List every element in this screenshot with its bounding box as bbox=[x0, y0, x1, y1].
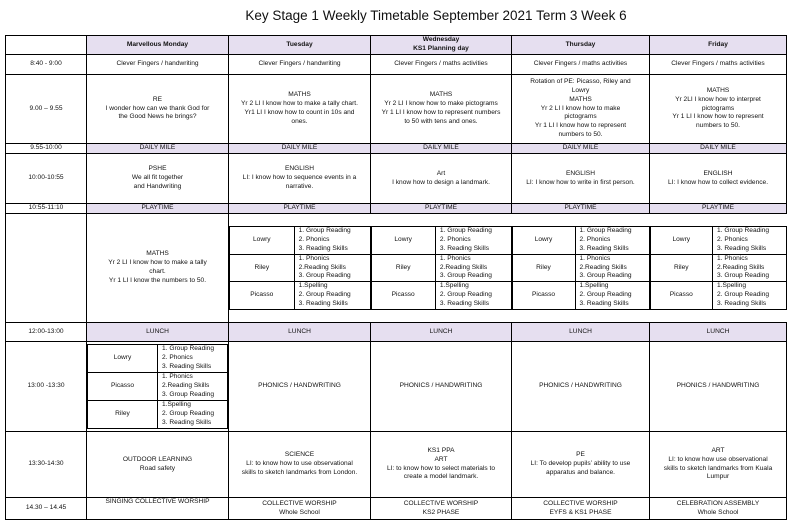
groups-table bbox=[650, 226, 787, 310]
lesson-line: ART bbox=[711, 446, 725, 454]
groups-table bbox=[229, 226, 371, 310]
lesson-cell bbox=[229, 154, 371, 204]
lesson-line: skills to sketch landmarks from Kuala bbox=[663, 464, 773, 472]
group-activities: 1. Phonics 2.Reading Skills 3. Group Reading bbox=[575, 254, 649, 282]
time-cell: 9.55-10:00 bbox=[6, 144, 87, 154]
lesson-cell bbox=[229, 498, 371, 520]
lesson-line: COLLECTIVE WORSHIP bbox=[262, 499, 337, 507]
daily-mile-cell: DAILY MILE bbox=[87, 144, 229, 154]
lesson-line: EYFS & KS1 PHASE bbox=[549, 508, 612, 516]
lesson-line: Yr 1 LI I know how to represent bbox=[672, 113, 764, 121]
lesson-line: CELEBRATION ASSEMBLY bbox=[676, 499, 760, 507]
time-cell: 10:00-10:55 bbox=[6, 154, 87, 204]
lesson-line: MATHS bbox=[706, 86, 730, 94]
group-name: Lowry bbox=[371, 226, 435, 254]
lesson-line: chart. bbox=[149, 268, 166, 275]
lesson-line: MATHS bbox=[569, 95, 592, 103]
lesson-cell: Clever Fingers / maths activities bbox=[650, 55, 787, 75]
lesson-line: LI: To develop pupils’ ability to use bbox=[530, 460, 631, 468]
lesson-line: LI: to know how to select materials to bbox=[386, 464, 496, 472]
group-name: Lowry bbox=[512, 226, 575, 254]
lesson-cell: PHONICS / HANDWRITING bbox=[650, 342, 787, 432]
lesson-cell: PHONICS / HANDWRITING bbox=[512, 342, 650, 432]
lesson-line: I know how to design a landmark. bbox=[392, 178, 490, 186]
group-activities: 1. Group Reading 2. Phonics 3. Reading Skills bbox=[294, 226, 370, 254]
row-1300 bbox=[6, 342, 787, 432]
lesson-line: create a model landmark. bbox=[403, 473, 479, 481]
lesson-line: KS1 PPA bbox=[427, 446, 455, 454]
lesson-line: Rotation of PE: Picasso, Riley and bbox=[530, 77, 631, 85]
daily-mile-cell: DAILY MILE bbox=[512, 144, 650, 154]
lesson-line: COLLECTIVE WORSHIP bbox=[543, 499, 618, 507]
group-name: Riley bbox=[371, 254, 435, 282]
group-activities: 1.Spelling 2. Group Reading 3. Reading Skills bbox=[158, 400, 228, 428]
lesson-cell bbox=[371, 154, 512, 204]
lesson-line: Yr 1 LI I know the numbers to 50. bbox=[108, 276, 207, 284]
lesson-line: PE bbox=[576, 451, 585, 459]
groups-table bbox=[87, 344, 228, 428]
day-thursday: Thursday bbox=[512, 36, 650, 55]
lesson-line: Lumpur bbox=[706, 473, 730, 481]
lesson-line: LI: I know how to write in first person. bbox=[526, 178, 635, 186]
row-playtime bbox=[6, 204, 787, 214]
lesson-cell bbox=[512, 432, 650, 498]
lesson-line: narrative. bbox=[285, 182, 314, 190]
group-activities: 1.Spelling 2. Group Reading 3. Reading Skills bbox=[294, 282, 370, 310]
groups-cell bbox=[650, 214, 787, 323]
lesson-line: pictograms bbox=[564, 113, 597, 121]
time-cell: 8:40 - 9:00 bbox=[6, 55, 87, 75]
lunch-cell: LUNCH bbox=[650, 323, 787, 342]
group-name: Lowry bbox=[88, 345, 158, 373]
daily-mile-cell: DAILY MILE bbox=[650, 144, 787, 154]
lesson-cell bbox=[512, 498, 650, 520]
day-monday: Marvellous Monday bbox=[87, 36, 229, 55]
group-activities: 1. Group Reading 2. Phonics 3. Reading Skills bbox=[435, 226, 511, 254]
group-name: Riley bbox=[512, 254, 575, 282]
lesson-line: I wonder how can we thank God for bbox=[105, 104, 210, 112]
lesson-cell bbox=[87, 432, 229, 498]
playtime-cell: PLAYTIME bbox=[229, 204, 371, 214]
group-name: Riley bbox=[230, 254, 295, 282]
lesson-line: Whole School bbox=[697, 508, 739, 516]
lesson-line: ENGLISH bbox=[566, 169, 595, 177]
lesson-cell bbox=[87, 154, 229, 204]
lesson-line: ENGLISH bbox=[703, 169, 733, 177]
lesson-line: LI: to know how to use observational bbox=[246, 460, 353, 468]
time-cell: 9.00 – 9.55 bbox=[6, 75, 87, 144]
groups-table bbox=[512, 226, 650, 310]
lesson-cell bbox=[371, 498, 512, 520]
groups-table bbox=[371, 226, 512, 310]
group-activities: 1.Spelling 2. Group Reading 3. Reading Skills bbox=[713, 282, 786, 310]
lesson-cell bbox=[650, 498, 787, 520]
time-cell: 13:00 -13:30 bbox=[6, 342, 87, 432]
groups-cell bbox=[229, 214, 371, 323]
lesson-cell bbox=[650, 154, 787, 204]
lesson-line: Yr 2 LI I know how to make pictograms bbox=[384, 100, 498, 108]
lesson-line: ENGLISH bbox=[285, 165, 314, 173]
group-name: Picasso bbox=[650, 282, 713, 310]
lesson-line: the Good News he brings? bbox=[118, 113, 197, 121]
row-900 bbox=[6, 75, 787, 144]
time-cell: 14.30 – 14.45 bbox=[6, 498, 87, 520]
header-row bbox=[6, 36, 787, 55]
lesson-line: MATHS bbox=[429, 91, 453, 99]
lesson-cell bbox=[371, 75, 512, 144]
lesson-line: and Handwriting bbox=[133, 182, 182, 190]
lesson-line: OUTDOOR LEARNING bbox=[122, 455, 193, 463]
lunch-cell: LUNCH bbox=[229, 323, 371, 342]
group-activities: 1.Spelling 2. Group Reading 3. Reading Skills bbox=[435, 282, 511, 310]
day-wednesday: Wednesday KS1 Planning day bbox=[371, 36, 512, 55]
groups-cell bbox=[87, 342, 229, 432]
lesson-line: Yr 2 LI I know how to make a tally chart. bbox=[241, 100, 358, 108]
lesson-line: We all fit together bbox=[131, 174, 184, 182]
lesson-line: numbers to 50. bbox=[696, 122, 740, 130]
lesson-line: Yr 1 LI I know how to represent numbers bbox=[381, 109, 501, 116]
lesson-cell bbox=[229, 432, 371, 498]
lesson-line: ones. bbox=[291, 117, 308, 125]
timetable-table bbox=[5, 35, 787, 520]
lesson-cell: PHONICS / HANDWRITING bbox=[229, 342, 371, 432]
lesson-cell bbox=[229, 75, 371, 144]
lesson-line: Yr 2 LI I know how to make bbox=[540, 104, 621, 112]
row-groups-am bbox=[6, 214, 787, 323]
lesson-cell: PHONICS / HANDWRITING bbox=[371, 342, 512, 432]
group-name: Picasso bbox=[371, 282, 435, 310]
lesson-line: PSHE bbox=[148, 165, 167, 173]
group-name: Picasso bbox=[88, 373, 158, 401]
group-name: Riley bbox=[650, 254, 713, 282]
lesson-line: to 50 with tens and ones. bbox=[404, 117, 478, 125]
lesson-line: ART bbox=[434, 455, 448, 463]
lesson-cell bbox=[87, 498, 229, 520]
lesson-line: KS2 PHASE bbox=[422, 508, 460, 516]
time-cell: 13:30-14:30 bbox=[6, 432, 87, 498]
lesson-cell: Clever Fingers / maths activities bbox=[512, 55, 650, 75]
group-activities: 1. Group Reading 2. Phonics 3. Reading Skills bbox=[713, 226, 786, 254]
group-activities: 1. Phonics 2.Reading Skills 3. Group Reading bbox=[294, 254, 370, 282]
group-name: Riley bbox=[88, 400, 158, 428]
group-activities: 1. Phonics 2.Reading Skills 3. Group Reading bbox=[158, 373, 228, 401]
daily-mile-cell: DAILY MILE bbox=[371, 144, 512, 154]
lesson-line: SINGING COLLECTIVE WORSHIP bbox=[105, 498, 210, 505]
group-name: Picasso bbox=[512, 282, 575, 310]
daily-mile-cell: DAILY MILE bbox=[229, 144, 371, 154]
corner-cell bbox=[6, 36, 87, 55]
playtime-cell: PLAYTIME bbox=[371, 204, 512, 214]
lesson-line: apparatus and balance. bbox=[546, 468, 615, 476]
lesson-cell bbox=[87, 75, 229, 144]
lesson-line: skills to sketch landmarks from London. bbox=[241, 468, 358, 476]
time-cell bbox=[6, 214, 87, 323]
lesson-line: Art bbox=[436, 169, 446, 177]
group-name: Lowry bbox=[650, 226, 713, 254]
group-name: Lowry bbox=[230, 226, 295, 254]
groups-cell bbox=[371, 214, 512, 323]
lesson-line: Yr1 LI I know how to count in 10s and bbox=[244, 109, 355, 116]
lesson-cell bbox=[650, 432, 787, 498]
lunch-cell: LUNCH bbox=[87, 323, 229, 342]
playtime-cell: PLAYTIME bbox=[87, 204, 229, 214]
group-name: Picasso bbox=[230, 282, 295, 310]
lesson-cell: Clever Fingers / handwriting bbox=[229, 55, 371, 75]
lesson-line: Whole School bbox=[279, 508, 320, 516]
lesson-line: RE bbox=[152, 95, 163, 103]
group-activities: 1.Spelling 2. Group Reading 3. Reading Skills bbox=[575, 282, 649, 310]
group-activities: 1. Group Reading 2. Phonics 3. Reading Skills bbox=[575, 226, 649, 254]
group-activities: 1. Phonics 2.Reading Skills 3. Group Reading bbox=[435, 254, 511, 282]
group-activities: 1. Group Reading 2. Phonics 3. Reading Skills bbox=[158, 345, 228, 373]
lesson-line: Road safety bbox=[139, 464, 176, 472]
row-1330 bbox=[6, 432, 787, 498]
group-activities: 1. Phonics 2.Reading Skills 3. Group Reading bbox=[713, 254, 786, 282]
lesson-cell bbox=[512, 154, 650, 204]
lesson-line: numbers to 50. bbox=[558, 131, 603, 139]
lesson-cell bbox=[87, 214, 229, 323]
lunch-cell: LUNCH bbox=[371, 323, 512, 342]
lesson-cell: Clever Fingers / handwriting bbox=[87, 55, 229, 75]
playtime-cell: PLAYTIME bbox=[512, 204, 650, 214]
lesson-line: SCIENCE bbox=[284, 451, 315, 459]
row-840 bbox=[6, 55, 787, 75]
lesson-line: Yr 2 LI I know how to make a tally bbox=[108, 259, 207, 267]
playtime-cell: PLAYTIME bbox=[650, 204, 787, 214]
lesson-line: Lowry bbox=[571, 86, 590, 94]
lesson-line: pictograms bbox=[701, 104, 735, 112]
lesson-line: Yr 1 LI I know how to represent bbox=[534, 122, 627, 130]
row-daily-mile bbox=[6, 144, 787, 154]
lesson-line: COLLECTIVE WORSHIP bbox=[403, 499, 479, 507]
lesson-line: LI: to know how use observational bbox=[668, 455, 768, 463]
lesson-cell bbox=[650, 75, 787, 144]
lesson-line: MATHS bbox=[146, 250, 169, 258]
groups-cell bbox=[512, 214, 650, 323]
row-lunch bbox=[6, 323, 787, 342]
day-tuesday: Tuesday bbox=[229, 36, 371, 55]
time-cell: 10:55-11:10 bbox=[6, 204, 87, 214]
lesson-line: Yr 2LI I know how to interpret bbox=[675, 95, 761, 103]
row-1430 bbox=[6, 498, 787, 520]
day-friday: Friday bbox=[650, 36, 787, 55]
row-1000 bbox=[6, 154, 787, 204]
lesson-line: MATHS bbox=[288, 91, 311, 99]
lesson-cell bbox=[371, 432, 512, 498]
lesson-cell: Clever Fingers / maths activities bbox=[371, 55, 512, 75]
lunch-cell: LUNCH bbox=[512, 323, 650, 342]
lesson-line: LI: I know how to collect evidence. bbox=[667, 178, 769, 186]
time-cell: 12:00-13:00 bbox=[6, 323, 87, 342]
page-title: Key Stage 1 Weekly Timetable September 2021 Term 3 Week 6 bbox=[245, 8, 627, 23]
lesson-cell bbox=[512, 75, 650, 144]
lesson-line: LI: I know how to sequence events in a bbox=[242, 174, 357, 182]
